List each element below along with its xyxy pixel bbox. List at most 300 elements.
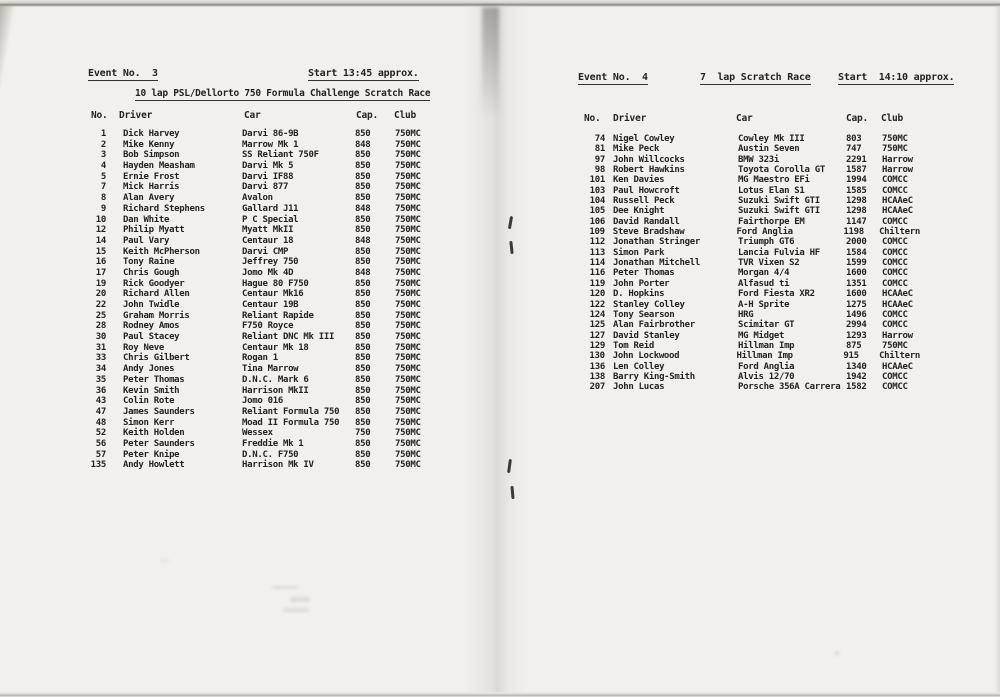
driver-name: Paul Stacey — [123, 332, 180, 343]
capacity: 850 — [355, 225, 371, 236]
capacity: 850 — [355, 438, 371, 449]
entry-number: 138 — [589, 371, 605, 382]
club: 750MC — [395, 300, 421, 310]
club: Chiltern — [879, 351, 921, 362]
club: Chiltern — [879, 227, 921, 238]
club: 750MC — [395, 428, 421, 439]
driver-name: Philip Myatt — [123, 225, 185, 236]
car-name: Toyota Corolla GT — [738, 165, 826, 176]
capacity: 1600 — [846, 268, 867, 279]
entry-number: 34 — [95, 364, 106, 375]
table-row — [580, 331, 920, 341]
table-row — [580, 300, 920, 310]
column-header-driver: Driver — [119, 110, 153, 121]
driver-name: John Twidle — [123, 300, 180, 310]
club: 750MC — [395, 342, 421, 353]
event-number-heading: Event No. 4 — [578, 72, 648, 83]
race-title: 10 lap PSL/Dellorto 750 Formula Challenge Scratch Race — [135, 88, 431, 99]
car-name: Hillman Imp — [736, 351, 793, 362]
capacity: 1584 — [846, 247, 867, 258]
driver-name: James Saunders — [123, 406, 195, 417]
table-row — [88, 215, 448, 226]
car-name: Gallard J11 — [242, 203, 299, 214]
club: COMCC — [882, 320, 908, 331]
capacity: 875 — [846, 340, 862, 351]
car-name: BMW 323i — [738, 154, 779, 165]
club: 750MC — [395, 438, 421, 449]
club: 750MC — [395, 161, 421, 172]
table-row — [88, 300, 448, 311]
club: 750MC — [395, 235, 421, 246]
entry-number: 25 — [95, 310, 106, 321]
car-name: Alvis 12/70 — [738, 371, 795, 382]
table-row — [88, 289, 448, 300]
table-row — [88, 321, 448, 332]
table-row — [580, 320, 920, 330]
table-row — [580, 310, 920, 320]
capacity: 1600 — [846, 289, 867, 300]
driver-name: Alan Avery — [123, 193, 175, 204]
table-row — [88, 396, 448, 407]
entry-number: 129 — [589, 340, 605, 351]
club: HCAAeC — [882, 289, 913, 300]
car-name: Austin Seven — [738, 144, 800, 155]
driver-name: Dan White — [123, 214, 170, 225]
car-name: A-H Sprite — [738, 299, 790, 310]
entry-number: 5 — [100, 171, 106, 182]
club: 750MC — [395, 385, 421, 396]
driver-name: Keith Holden — [123, 428, 185, 439]
table-row — [88, 311, 448, 322]
driver-name: Chris Gough — [123, 267, 180, 278]
driver-name: Rodney Amos — [123, 321, 180, 332]
driver-name: Simon Park — [613, 247, 665, 258]
car-name: Centaur Mk 18 — [242, 342, 309, 353]
car-name: Darvi IF88 — [242, 171, 294, 182]
car-name: Darvi 877 — [242, 182, 289, 193]
entry-number: 101 — [589, 175, 605, 186]
entry-number: 10 — [95, 214, 106, 225]
table-row — [88, 343, 448, 354]
car-name: Lancia Fulvia HF — [738, 247, 820, 258]
club: 750MC — [882, 340, 908, 351]
driver-name: Keith McPherson — [123, 246, 200, 257]
car-name: Reliant DNC Mk III — [242, 332, 335, 343]
car-name: Centaur Mk16 — [242, 289, 304, 300]
car-name: P C Special — [242, 214, 299, 225]
capacity: 848 — [355, 235, 371, 246]
entry-number: 48 — [95, 417, 106, 428]
driver-name: Graham Morris — [123, 310, 190, 321]
club: 750MC — [395, 214, 421, 225]
page-corner-curl — [0, 5, 14, 90]
driver-name: John Lucas — [613, 382, 665, 393]
entry-number: 36 — [95, 385, 106, 396]
capacity: 850 — [355, 364, 371, 375]
capacity: 848 — [355, 139, 371, 150]
entry-number: 7 — [100, 182, 106, 193]
capacity: 850 — [355, 460, 371, 471]
club: 750MC — [395, 332, 421, 343]
table-row — [88, 407, 448, 418]
club: 750MC — [395, 182, 421, 193]
club: COMCC — [882, 216, 908, 227]
entry-number: 20 — [95, 289, 106, 300]
scanner-top-edge — [0, 0, 1000, 7]
driver-name: Paul Howcroft — [613, 185, 680, 196]
driver-name: Richard Allen — [123, 289, 190, 300]
capacity: 850 — [355, 385, 371, 396]
driver-name: Kevin Smith — [123, 385, 180, 396]
table-row — [580, 134, 920, 144]
table-row — [580, 351, 920, 361]
table-row — [88, 172, 448, 183]
capacity: 850 — [355, 321, 371, 332]
entry-number: 47 — [95, 406, 106, 417]
capacity: 1587 — [846, 165, 867, 176]
entry-number: 124 — [589, 309, 605, 320]
driver-name: Roy Neve — [123, 342, 164, 353]
table-row — [580, 206, 920, 216]
column-header-no: No. — [584, 113, 601, 124]
entry-number: 103 — [589, 185, 605, 196]
car-name: SS Reliant 750F — [242, 150, 319, 161]
column-header-club: Club — [394, 110, 417, 121]
car-name: Ford Anglia — [736, 227, 793, 238]
capacity: 747 — [846, 144, 862, 155]
entry-number: 112 — [589, 237, 605, 248]
entry-number: 14 — [95, 235, 106, 246]
entry-number: 9 — [100, 203, 106, 214]
driver-name: David Randall — [613, 216, 680, 227]
entry-number: 104 — [589, 196, 605, 207]
driver-name: Barry King-Smith — [613, 371, 695, 382]
entry-number: 57 — [95, 449, 106, 460]
capacity: 850 — [355, 129, 371, 139]
capacity: 850 — [355, 417, 371, 428]
capacity: 850 — [355, 278, 371, 289]
table-row — [580, 372, 920, 382]
entry-number: 97 — [594, 154, 605, 165]
entry-number: 119 — [589, 278, 605, 289]
driver-name: Paul Vary — [123, 235, 170, 246]
car-name: Harrison MkII — [242, 385, 309, 396]
table-row — [88, 129, 448, 140]
club: 750MC — [395, 406, 421, 417]
capacity: 1298 — [846, 196, 867, 207]
driver-name: Simon Kerr — [123, 417, 175, 428]
table-row — [580, 237, 920, 247]
table-row — [88, 439, 448, 450]
entry-number: 105 — [589, 206, 605, 217]
car-name: Wessex — [242, 428, 273, 439]
entry-number: 135 — [90, 460, 106, 471]
club: 750MC — [395, 150, 421, 161]
capacity: 850 — [355, 332, 371, 343]
entry-number: 136 — [589, 361, 605, 372]
driver-name: Andy Jones — [123, 364, 175, 375]
table-row — [88, 140, 448, 151]
driver-name: Len Colley — [613, 361, 665, 372]
driver-name: Tony Searson — [613, 309, 675, 320]
race-title: 7 lap Scratch Race — [700, 72, 811, 83]
capacity: 1994 — [846, 175, 867, 186]
entry-number: 2 — [100, 139, 106, 150]
car-name: Triumph GT6 — [738, 237, 795, 248]
table-row — [88, 353, 448, 364]
driver-name: Nigel Cowley — [613, 134, 675, 144]
ink-speck — [835, 652, 839, 655]
driver-name: David Stanley — [613, 330, 680, 341]
club: COMCC — [882, 371, 908, 382]
car-name: HRG — [738, 309, 754, 320]
capacity: 2994 — [846, 320, 867, 331]
club: 750MC — [395, 449, 421, 460]
club: 750MC — [395, 396, 421, 407]
entry-number: 1 — [100, 129, 106, 139]
table-row — [88, 193, 448, 204]
car-name: TVR Vixen S2 — [738, 258, 800, 269]
table-row — [580, 341, 920, 351]
event-number-heading: Event No. 3 — [88, 68, 158, 79]
car-name: Jomo 016 — [242, 396, 283, 407]
table-row — [88, 386, 448, 397]
club: 750MC — [395, 193, 421, 204]
club: HCAAeC — [882, 361, 913, 372]
club: HCAAeC — [882, 206, 913, 217]
entry-table-event3 — [88, 129, 448, 471]
driver-name: Bob Simpson — [123, 150, 180, 161]
club: 750MC — [395, 289, 421, 300]
club: 750MC — [395, 321, 421, 332]
club: COMCC — [882, 258, 908, 269]
entry-number: 122 — [589, 299, 605, 310]
driver-name: Mick Harris — [123, 182, 180, 193]
capacity: 2000 — [846, 237, 867, 248]
car-name: Ford Fiesta XR2 — [738, 289, 815, 300]
entry-number: 113 — [589, 247, 605, 258]
entry-number: 114 — [589, 258, 605, 269]
column-header-driver: Driver — [613, 113, 647, 124]
entry-number: 56 — [95, 438, 106, 449]
club: COMCC — [882, 278, 908, 289]
driver-name: Peter Saunders — [123, 438, 195, 449]
column-header-no: No. — [91, 110, 108, 121]
ink-smudge — [283, 608, 309, 612]
driver-name: Dick Harvey — [123, 129, 180, 139]
column-header-cap: Cap. — [846, 113, 869, 124]
scanner-bottom-edge — [0, 692, 1000, 697]
club: 750MC — [395, 417, 421, 428]
car-name: Hillman Imp — [738, 340, 795, 351]
car-name: Marrow Mk 1 — [242, 139, 299, 150]
club: COMCC — [882, 382, 908, 393]
car-name: MG Maestro EFi — [738, 175, 810, 186]
capacity: 1275 — [846, 299, 867, 310]
car-name: Harrison Mk IV — [242, 460, 314, 471]
entry-table-event4 — [580, 134, 920, 393]
driver-name: Andy Howlett — [123, 460, 185, 471]
capacity: 803 — [846, 134, 862, 144]
capacity: 2291 — [846, 154, 867, 165]
entry-number: 15 — [95, 246, 106, 257]
car-name: Moad II Formula 750 — [242, 417, 340, 428]
entry-number: 98 — [594, 165, 605, 176]
car-name: Cowley Mk III — [738, 134, 805, 144]
table-row — [88, 375, 448, 386]
car-name: Centaur 19B — [242, 300, 299, 310]
entry-number: 125 — [589, 320, 605, 331]
column-header-cap: Cap. — [356, 110, 379, 121]
table-row — [580, 217, 920, 227]
car-name: MG Midget — [738, 330, 785, 341]
club: 750MC — [395, 278, 421, 289]
table-row — [88, 182, 448, 193]
driver-name: Peter Knipe — [123, 449, 180, 460]
table-row — [580, 362, 920, 372]
driver-name: John Willcocks — [613, 154, 685, 165]
capacity: 850 — [355, 310, 371, 321]
club: Harrow — [882, 165, 913, 176]
table-row — [580, 144, 920, 154]
table-row — [88, 364, 448, 375]
table-row — [580, 289, 920, 299]
capacity: 850 — [355, 171, 371, 182]
entry-number: 12 — [95, 225, 106, 236]
table-row — [580, 196, 920, 206]
driver-name: John Porter — [613, 278, 670, 289]
car-name: Morgan 4/4 — [738, 268, 790, 279]
driver-name: Ernie Frost — [123, 171, 180, 182]
capacity: 1942 — [846, 371, 867, 382]
table-row — [88, 428, 448, 439]
entry-number: 74 — [594, 134, 605, 144]
table-row — [580, 227, 920, 237]
car-name: Porsche 356A Carrera — [738, 382, 841, 393]
club: 750MC — [395, 310, 421, 321]
car-name: Reliant Formula 750 — [242, 406, 340, 417]
driver-name: Tom Reid — [613, 340, 654, 351]
entry-number: 116 — [589, 268, 605, 279]
driver-name: Mike Kenny — [123, 139, 175, 150]
table-row — [580, 382, 920, 392]
entry-number: 81 — [594, 144, 605, 155]
capacity: 850 — [355, 300, 371, 310]
capacity: 850 — [355, 193, 371, 204]
car-name: Ford Anglia — [738, 361, 795, 372]
page-right-edge — [994, 7, 1000, 692]
car-name: Tina Marrow — [242, 364, 299, 375]
entry-number: 52 — [95, 428, 106, 439]
club: 750MC — [882, 134, 908, 144]
club: 750MC — [395, 374, 421, 385]
table-row — [580, 279, 920, 289]
capacity: 850 — [355, 257, 371, 268]
capacity: 1293 — [846, 330, 867, 341]
club: Harrow — [882, 330, 913, 341]
entry-number: 35 — [95, 374, 106, 385]
driver-name: John Lockwood — [612, 351, 680, 362]
entry-number: 43 — [95, 396, 106, 407]
table-row — [580, 175, 920, 185]
driver-name: Colin Rote — [123, 396, 175, 407]
car-name: Scimitar GT — [738, 320, 795, 331]
capacity: 1340 — [846, 361, 867, 372]
table-row — [88, 257, 448, 268]
club: 750MC — [395, 225, 421, 236]
capacity: 850 — [355, 246, 371, 257]
club: 750MC — [395, 267, 421, 278]
driver-name: Ken Davies — [613, 175, 665, 186]
driver-name: Robert Hawkins — [613, 165, 685, 176]
club: HCAAeC — [882, 299, 913, 310]
page-fold-top-shadow — [482, 7, 499, 119]
driver-name: Dee Knight — [613, 206, 665, 217]
driver-name: Jonathan Stringer — [613, 237, 701, 248]
driver-name: Mike Peck — [613, 144, 660, 155]
capacity: 850 — [355, 449, 371, 460]
driver-name: Alan Fairbrother — [613, 320, 695, 331]
club: 750MC — [395, 246, 421, 257]
entry-number: 19 — [95, 278, 106, 289]
table-row — [88, 332, 448, 343]
club: COMCC — [882, 247, 908, 258]
ink-smudge — [290, 597, 310, 602]
car-name: Jomo Mk 4D — [242, 267, 294, 278]
capacity: 848 — [355, 267, 371, 278]
car-name: Darvi 86-9B — [242, 129, 299, 139]
capacity: 1496 — [846, 309, 867, 320]
driver-name: Tony Raine — [123, 257, 175, 268]
table-row — [88, 268, 448, 279]
capacity: 850 — [355, 396, 371, 407]
entry-number: 17 — [95, 267, 106, 278]
column-header-car: Car — [736, 113, 753, 124]
car-name: Suzuki Swift GTI — [738, 206, 820, 217]
capacity: 850 — [355, 342, 371, 353]
start-time-heading: Start 14:10 approx. — [838, 72, 955, 83]
entry-number: 130 — [589, 351, 605, 362]
entry-number: 109 — [589, 227, 605, 238]
car-name: Suzuki Swift GTI — [738, 196, 820, 207]
capacity: 1351 — [846, 278, 867, 289]
table-row — [88, 418, 448, 429]
entry-number: 22 — [95, 300, 106, 310]
club: COMCC — [882, 175, 908, 186]
capacity: 850 — [355, 214, 371, 225]
driver-name: Russell Peck — [613, 196, 675, 207]
club: 750MC — [395, 257, 421, 268]
column-header-club: Club — [881, 113, 904, 124]
capacity: 750 — [355, 428, 371, 439]
capacity: 1198 — [843, 227, 864, 238]
club: Harrow — [882, 154, 913, 165]
club: 750MC — [395, 171, 421, 182]
car-name: Freddie Mk 1 — [242, 438, 304, 449]
car-name: Jeffrey 750 — [242, 257, 299, 268]
club: 750MC — [395, 353, 421, 364]
entry-number: 127 — [589, 330, 605, 341]
table-row — [580, 268, 920, 278]
entry-number: 33 — [95, 353, 106, 364]
car-name: Lotus Elan S1 — [738, 185, 805, 196]
club: COMCC — [882, 309, 908, 320]
club: 750MC — [395, 139, 421, 150]
entry-number: 3 — [100, 150, 106, 161]
car-name: D.N.C. F750 — [242, 449, 299, 460]
car-name: Alfasud ti — [738, 278, 790, 289]
table-row — [88, 460, 448, 471]
